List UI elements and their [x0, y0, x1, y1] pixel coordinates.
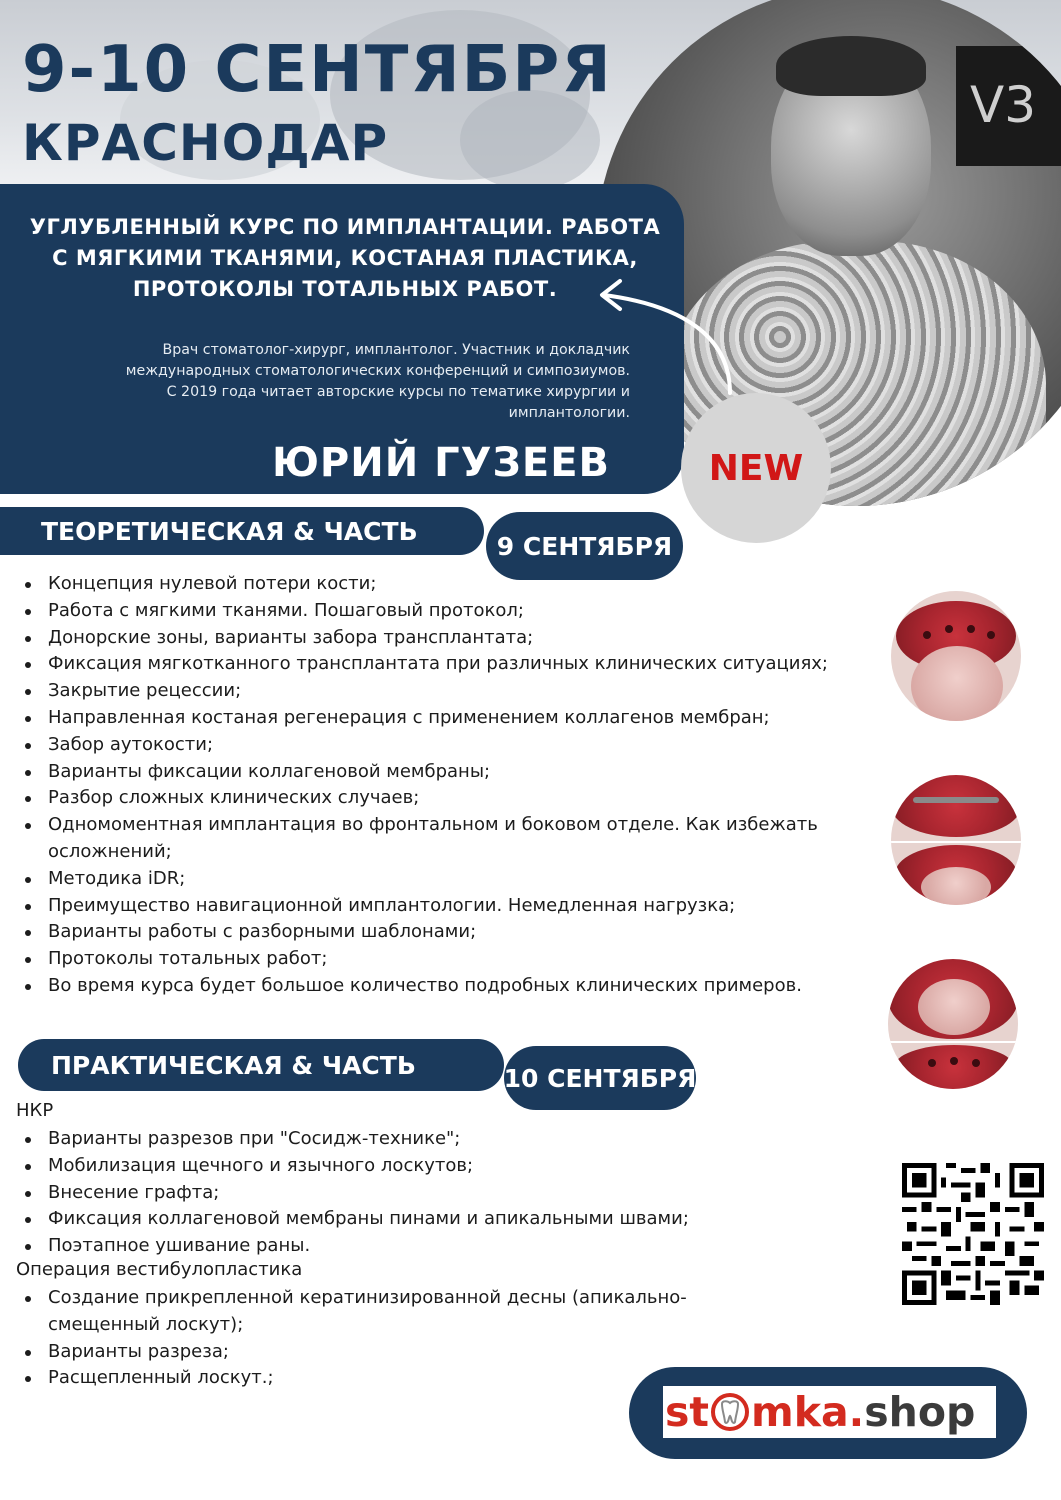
- list-item: Преимущество навигационной имплантологии. Немедленная нагрузка;: [48, 893, 918, 920]
- course-title: УГЛУБЛЕННЫЙ КУРС ПО ИМПЛАНТАЦИИ. РАБОТА С МЯГКИМИ ТКАНЯМИ, КОСТАНАЯ ПЛАСТИКА, ПРОТОКОЛЫ ТОТАЛЬНЫХ РАБОТ.: [29, 215, 661, 301]
- stomka-shop-logo[interactable]: [663, 1386, 996, 1438]
- list-item: Фиксация коллагеновой мембраны пинами и апикальными швами;: [48, 1206, 788, 1233]
- photo-divider: [888, 1041, 1018, 1043]
- list-item: Работа с мягкими тканями. Пошаговый протокол;: [48, 598, 918, 625]
- vestibuloplasty-label: Операция вестибулопластика: [16, 1259, 303, 1280]
- list-item: Внесение графта;: [48, 1180, 788, 1207]
- new-badge: [681, 393, 831, 543]
- list-item: Варианты фиксации коллагеновой мембраны;: [48, 759, 918, 786]
- list-item: Концепция нулевой потери кости;: [48, 571, 918, 598]
- practice-date-pill: 10 СЕНТЯБРЯ: [504, 1046, 696, 1110]
- palate: [911, 646, 1003, 721]
- implant-site: [987, 631, 995, 639]
- list-item: Закрытие рецессии;: [48, 678, 918, 705]
- speaker-bio: [100, 340, 630, 424]
- implant-site: [928, 1059, 936, 1067]
- logo-text-part: mka.: [751, 1387, 865, 1436]
- speaker-bio-line: международных стоматологических конференций и симпозиумов.: [125, 363, 630, 379]
- logo-text-part: st: [665, 1387, 710, 1436]
- list-item: Донорские зоны, варианты забора трансплантата;: [48, 625, 918, 652]
- theory-date-pill: 9 СЕНТЯБРЯ: [486, 512, 683, 580]
- tooth-icon: [710, 1392, 750, 1432]
- list-item: Методика iDR;: [48, 866, 918, 893]
- list-item: Фиксация мягкотканного трансплантата при различных клинических ситуациях;: [48, 651, 918, 678]
- gum-tissue: [891, 775, 1021, 837]
- speaker-bio-line: имплантологии.: [508, 405, 630, 421]
- gum-tissue: [894, 1045, 1014, 1089]
- speaker-bio-line: С 2019 года читает авторские курсы по тематике хирургии и: [166, 384, 630, 400]
- clinical-photo: [891, 591, 1021, 721]
- speaker-hair: [776, 36, 926, 96]
- list-item: Разбор сложных клинических случаев;: [48, 785, 918, 812]
- implant-site: [967, 625, 975, 633]
- list-item: Поэтапное ушивание раны.: [48, 1233, 788, 1260]
- list-item: Направленная костаная регенерация с применением коллагенов мембран;: [48, 705, 918, 732]
- list-item: Мобилизация щечного и язычного лоскутов;: [48, 1153, 788, 1180]
- implant-site: [923, 631, 931, 639]
- new-badge-label: NEW: [708, 447, 804, 489]
- clinical-photo: [888, 959, 1018, 1089]
- hkr-label: НКР: [16, 1100, 54, 1121]
- theory-list: [0, 571, 918, 1000]
- list-item: Во время курса будет большое количество подробных клинических примеров.: [48, 973, 918, 1000]
- qr-code[interactable]: [902, 1163, 1044, 1305]
- palate: [918, 979, 990, 1035]
- theory-section-title: ТЕОРЕТИЧЕСКАЯ & ЧАСТЬ: [0, 507, 484, 555]
- photo-divider: [891, 841, 1021, 843]
- vestibuloplasty-list: [0, 1285, 758, 1392]
- implant-site: [950, 1057, 958, 1065]
- clinical-photo: [891, 775, 1021, 905]
- implant-site: [945, 625, 953, 633]
- list-item: Забор аутокости;: [48, 732, 918, 759]
- hkr-list: [0, 1126, 788, 1260]
- practice-section-title: ПРАКТИЧЕСКАЯ & ЧАСТЬ: [18, 1039, 504, 1091]
- list-item: Протоколы тотальных работ;: [48, 946, 918, 973]
- list-item: Варианты разреза;: [48, 1339, 758, 1366]
- list-item: Одномоментная имплантация во фронтальном и боковом отделе. Как избежать осложнений;: [48, 812, 918, 866]
- list-item: Расщепленный лоскут.;: [48, 1365, 758, 1392]
- logo-text-part: shop: [864, 1387, 976, 1436]
- speaker-bio-line: Врач стоматолог-хирург, имплантолог. Участник и докладчик: [162, 342, 630, 358]
- event-date-title: 9-10 СЕНТЯБРЯ: [22, 33, 613, 107]
- list-item: Варианты работы с разборными шаблонами;: [48, 919, 918, 946]
- palate: [921, 867, 991, 905]
- list-item: Создание прикрепленной кератинизированной десны (апикально-смещенный лоскут);: [48, 1285, 758, 1339]
- implant-site: [972, 1059, 980, 1067]
- speaker-name: ЮРИЙ ГУЗЕЕВ: [271, 440, 610, 486]
- list-item: Варианты разрезов при "Сосидж-технике";: [48, 1126, 788, 1153]
- surgical-template: [913, 797, 999, 803]
- curved-arrow-icon: [590, 275, 750, 405]
- event-city-title: КРАСНОДАР: [22, 114, 389, 172]
- background-sign: V3: [956, 46, 1061, 166]
- qr-code-icon: [902, 1163, 1044, 1305]
